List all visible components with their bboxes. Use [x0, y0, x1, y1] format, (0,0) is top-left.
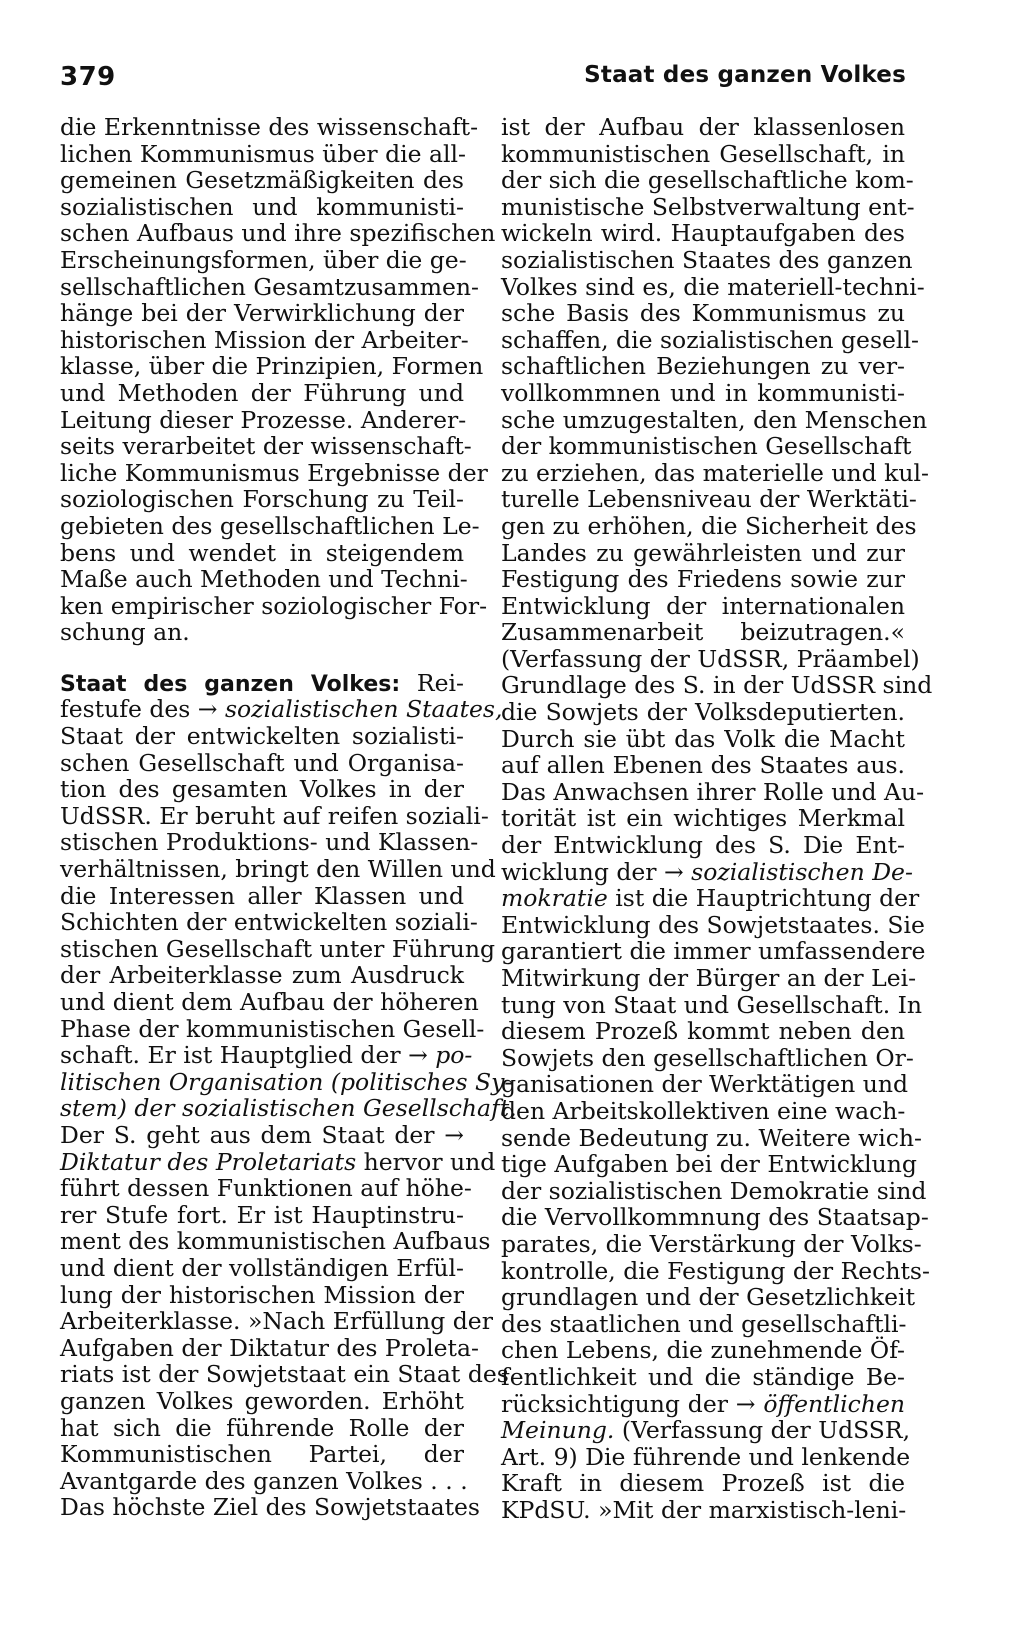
text-line: Zusammenarbeit beizutragen.«	[501, 618, 905, 647]
text-line	[60, 695, 503, 724]
text-line: auf allen Ebenen des Staates aus.	[501, 751, 905, 780]
text-fragment: rücksichtigung der →	[501, 1389, 764, 1418]
text-line: Art. 9) Die führende und lenkende	[501, 1442, 911, 1471]
text-line: Kommunistischen Partei, der	[60, 1440, 464, 1469]
text-line: sche Basis des Kommunismus zu	[501, 299, 905, 328]
text-line: sende Bedeutung zu. Weitere wich-	[501, 1123, 922, 1152]
text-line: der kommunistischen Gesellschaft	[501, 432, 912, 461]
text-line: Aufgaben der Diktatur des Proleta-	[60, 1333, 479, 1362]
text-line: Entwicklung der internationalen	[501, 591, 905, 620]
text-line: UdSSR. Er beruht auf reifen soziali-	[60, 801, 489, 830]
text-line: lichen Kommunismus über die all-	[60, 139, 466, 168]
text-line: der Arbeiterklasse zum Ausdruck	[60, 961, 464, 990]
text-fragment: ist die Hauptrichtung der	[607, 884, 920, 913]
text-fragment: (Verfassung der UdSSR,	[614, 1416, 911, 1445]
text-line: schen Gesellschaft und Organisa-	[60, 748, 464, 777]
text-line: Arbeiterklasse. »Nach Erfüllung der	[60, 1307, 493, 1336]
text-line: schaftlichen Beziehungen zu ver-	[501, 352, 905, 381]
paragraph-1	[60, 113, 496, 647]
text-line: Landes zu gewährleisten und zur	[501, 538, 905, 567]
text-line: ganisationen der Werktätigen und	[501, 1070, 909, 1099]
text-line: Leitung dieser Prozesse. Anderer-	[60, 405, 467, 434]
cross-reference: sozialistischen De-	[691, 857, 913, 886]
text-fragment: festufe des →	[60, 695, 225, 724]
page-number: 379	[60, 62, 116, 92]
text-line: sche umzugestalten, den Menschen	[501, 405, 928, 434]
text-line: ken empirischer soziologischer For-	[60, 591, 488, 620]
text-line: liche Kommunismus Ergebnisse der	[60, 458, 488, 487]
text-line: Maße auch Methoden und Techni-	[60, 565, 468, 594]
text-line: die Vervollkommnung des Staatsap-	[501, 1203, 929, 1232]
left-column	[60, 113, 517, 1522]
text-line: ganzen Volkes geworden. Erhöht	[60, 1386, 464, 1415]
text-line	[501, 857, 913, 886]
cross-reference: öffentlichen	[763, 1389, 905, 1418]
text-line: der sich die gesellschaftliche kom-	[501, 166, 914, 195]
cross-reference: stem) der sozialistischen Gesellschaft.	[60, 1094, 517, 1123]
text-line: (Verfassung der UdSSR, Präambel)	[501, 644, 920, 673]
text-line	[501, 884, 920, 913]
text-line: fentlichkeit und die ständige Be-	[501, 1362, 905, 1391]
cross-reference: po-	[435, 1041, 473, 1070]
text-line: Sowjets den gesellschaftlichen Or-	[501, 1043, 914, 1072]
text-line: tion des gesamten Volkes in der	[60, 775, 464, 804]
text-line: grundlagen und der Gesetzlichkeit	[501, 1283, 916, 1312]
text-line	[60, 1147, 496, 1176]
paragraph-gap	[60, 646, 464, 670]
text-line: kontrolle, die Festigung der Rechts-	[501, 1256, 930, 1285]
text-line: kommunistischen Gesellschaft, in	[501, 139, 905, 168]
cross-reference: mokratie	[501, 884, 608, 913]
text-line: Grundlage des S. in der UdSSR sind	[501, 671, 933, 700]
text-line: gebieten des gesellschaftlichen Le-	[60, 511, 480, 540]
text-line: und dient der vollständigen Erfül-	[60, 1253, 464, 1282]
text-line: Erscheinungsformen, über die ge-	[60, 245, 467, 274]
text-fragment: wicklung der →	[501, 857, 692, 886]
text-line: ist der Aufbau der klassenlosen	[501, 113, 905, 141]
text-line: die Sowjets der Volksdeputierten.	[501, 698, 905, 727]
cross-reference: litischen Organisation (politisches Sy-	[60, 1067, 513, 1096]
text-line: der Entwicklung des S. Die Ent-	[501, 831, 905, 860]
text-line: historischen Mission der Arbeiter-	[60, 325, 469, 354]
text-line	[501, 1416, 911, 1445]
text-line: diesem Prozeß kommt neben den	[501, 1017, 905, 1046]
text-line: Durch sie übt das Volk die Macht	[501, 724, 905, 753]
text-line: schen Aufbaus und ihre spezifischen	[60, 219, 496, 248]
text-line: vollkommnen und in kommunisti-	[501, 378, 905, 407]
text-line: die Interessen aller Klassen und	[60, 881, 464, 910]
text-line: Mitwirkung der Bürger an der Lei-	[501, 964, 917, 992]
text-line: soziologischen Forschung zu Teil-	[60, 485, 464, 514]
text-fragment: Rei-	[400, 668, 464, 697]
text-fragment: schaft. Er ist Hauptglied der →	[60, 1041, 436, 1070]
text-line: tung von Staat und Gesellschaft. In	[501, 990, 923, 1019]
text-line: gen zu erhöhen, die Sicherheit des	[501, 511, 917, 540]
text-line: gemeinen Gesetzmäßigkeiten des	[60, 166, 464, 195]
cross-reference: sozialistischen Staates,	[224, 695, 503, 724]
entry-headword: Staat des ganzen Volkes:	[60, 671, 401, 697]
text-line: klasse, über die Prinzipien, Formen	[60, 352, 484, 381]
text-line: parates, die Verstärkung der Volks-	[501, 1229, 922, 1258]
cross-reference: Diktatur des Proletariats	[60, 1147, 357, 1176]
text-line: lung der historischen Mission der	[60, 1280, 464, 1309]
text-line: stischen Gesellschaft unter Führung	[60, 934, 495, 963]
text-fragment: hervor und	[356, 1147, 496, 1176]
text-line: chen Lebens, die zunehmende Öf-	[501, 1336, 905, 1365]
text-line: munistische Selbstverwaltung ent-	[501, 192, 915, 221]
text-line: der sozialistischen Demokratie sind	[501, 1176, 927, 1205]
text-line: den Arbeitskollektiven eine wach-	[501, 1096, 906, 1125]
text-line: turelle Lebensniveau der Werktäti-	[501, 485, 917, 514]
text-line: hänge bei der Verwirklichung der	[60, 299, 464, 328]
text-line	[501, 1391, 905, 1418]
text-line: Festigung des Friedens sowie zur	[501, 565, 905, 594]
text-line: schaffen, die sozialistischen gesell-	[501, 325, 919, 354]
text-line: verhältnissen, bringt den Willen und	[60, 855, 496, 884]
text-line: sozialistischen und kommunisti-	[60, 192, 464, 221]
text-line: stischen Produktions- und Klassen-	[60, 828, 479, 857]
text-line: Volkes sind es, die materiell-techni-	[501, 272, 925, 301]
cross-reference: Meinung.	[501, 1416, 615, 1445]
text-line: Kraft in diesem Prozeß ist die	[501, 1469, 905, 1498]
text-line: bens und wendet in steigendem	[60, 538, 464, 567]
text-line: seits verarbeitet der wissenschaft-	[60, 432, 472, 461]
text-line: Das höchste Ziel des Sowjetstaates	[60, 1493, 480, 1522]
text-line	[60, 1041, 473, 1070]
text-line: des staatlichen und gesellschaftli-	[501, 1309, 907, 1338]
text-line: tige Aufgaben bei der Entwicklung	[501, 1150, 917, 1179]
text-line: rer Stufe fort. Er ist Hauptinstru-	[60, 1200, 464, 1229]
text-line: führt dessen Funktionen auf höhe-	[60, 1174, 472, 1203]
text-line: garantiert die immer umfassendere	[501, 937, 926, 966]
text-line: schung an.	[60, 618, 190, 647]
text-line: torität ist ein wichtiges Merkmal	[501, 804, 905, 833]
entry-staat-des-ganzen-volkes	[60, 668, 517, 1522]
text-line: KPdSU. »Mit der marxistisch-leni-	[501, 1495, 907, 1524]
text-line	[60, 670, 464, 697]
text-line: Das Anwachsen ihrer Rolle und Au-	[501, 777, 925, 806]
running-head: Staat des ganzen Volkes	[584, 62, 906, 88]
right-column	[501, 113, 933, 1524]
text-line: wickeln wird. Hauptaufgaben des	[501, 219, 905, 248]
text-line: Schichten der entwickelten soziali-	[60, 908, 478, 937]
text-line: sozialistischen Staates des ganzen	[501, 245, 913, 274]
text-line: riats ist der Sowjetstaat ein Staat des	[60, 1360, 509, 1389]
text-line: und dient dem Aufbau der höheren	[60, 988, 479, 1016]
text-line: Phase der kommunistischen Gesell-	[60, 1014, 485, 1043]
text-line: die Erkenntnisse des wissenschaft-	[60, 113, 479, 141]
text-line: Avantgarde des ganzen Volkes . . .	[60, 1466, 468, 1495]
text-line: ment des kommunistischen Aufbaus	[60, 1227, 491, 1256]
text-line: Der S. geht aus dem Staat der →	[60, 1120, 464, 1149]
text-line: sellschaftlichen Gesamtzusammen-	[60, 272, 479, 301]
text-line: und Methoden der Führung und	[60, 378, 464, 407]
text-line: Entwicklung des Sowjetstaates. Sie	[501, 910, 925, 939]
text-line: hat sich die führende Rolle der	[60, 1413, 464, 1442]
text-line: Staat der entwickelten sozialisti-	[60, 722, 464, 751]
text-line: zu erziehen, das materielle und kul-	[501, 458, 929, 487]
